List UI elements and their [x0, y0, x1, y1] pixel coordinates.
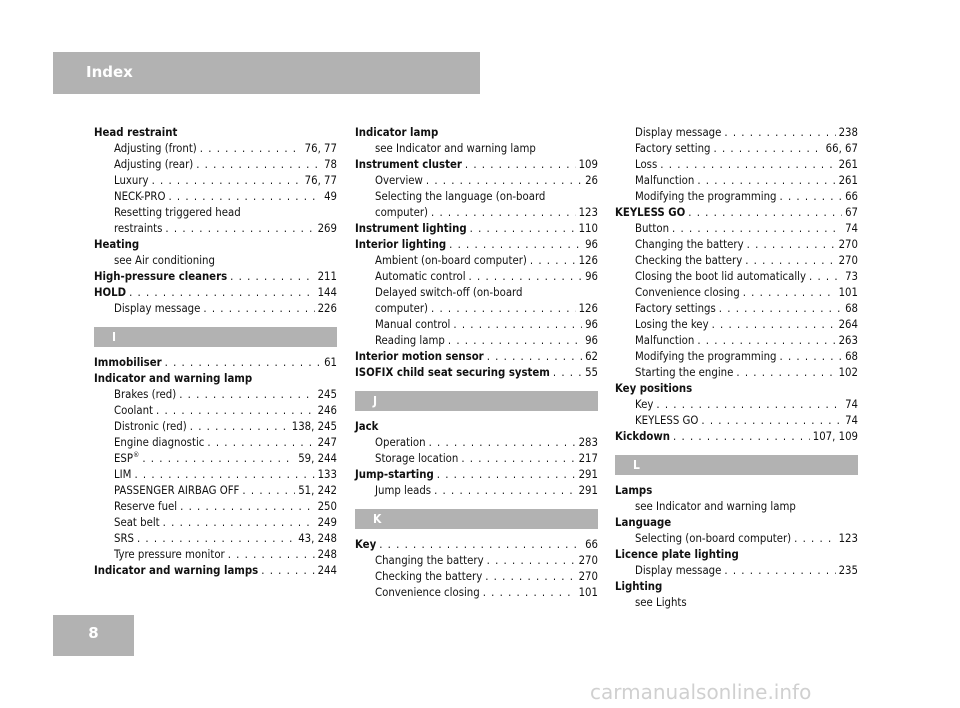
index-entry — [615, 221, 858, 237]
dot-leader — [179, 387, 314, 403]
dot-leader — [431, 205, 576, 221]
entry-pages: 66, 67 — [825, 142, 858, 155]
entry-label: Kickdown — [615, 430, 671, 443]
index-entry — [94, 189, 337, 205]
index-entry — [355, 569, 598, 585]
index-heading — [615, 515, 858, 531]
entry-label: PASSENGER AIRBAG OFF — [114, 484, 240, 497]
dot-leader — [724, 125, 835, 141]
entry-pages: 66 — [585, 538, 598, 551]
entry-pages: 291 — [578, 468, 598, 481]
index-entry — [615, 253, 858, 269]
entry-pages: 245 — [317, 388, 337, 401]
entry-label: see Air conditioning — [114, 254, 215, 267]
entry-pages: 235 — [838, 564, 858, 577]
index-entry — [615, 333, 858, 349]
entry-pages: 123 — [578, 206, 598, 219]
dot-leader — [190, 419, 289, 435]
entry-label: Jump leads — [375, 484, 432, 497]
entry-label: Starting the engine — [635, 366, 734, 379]
index-entry — [615, 531, 858, 547]
dot-leader — [713, 141, 822, 157]
entry-pages: 238 — [838, 126, 858, 139]
entry-pages: 96 — [585, 318, 598, 331]
dot-leader — [672, 221, 842, 237]
index-entry — [615, 365, 858, 381]
dot-leader — [697, 173, 835, 189]
entry-pages: 270 — [578, 554, 598, 567]
entry-pages: 74 — [845, 414, 858, 427]
index-entry — [615, 189, 858, 205]
entry-label: Indicator and warning lamps — [94, 564, 259, 577]
entry-pages: 126 — [578, 302, 598, 315]
index-entry — [615, 317, 858, 333]
entry-label: Changing the battery — [375, 554, 484, 567]
index-entry — [94, 173, 337, 189]
dot-leader — [487, 349, 582, 365]
entry-label: Changing the battery — [635, 238, 744, 251]
entry-label: Loss — [635, 158, 658, 171]
entry-pages: 74 — [845, 398, 858, 411]
entry-pages: 270 — [838, 238, 858, 251]
index-entry — [615, 269, 858, 285]
entry-pages: 217 — [578, 452, 598, 465]
index-entry — [615, 173, 858, 189]
entry-label: NECK-PRO — [114, 190, 166, 203]
entry-label: Indicator and warning lamp — [94, 372, 253, 385]
dot-leader — [207, 435, 314, 451]
dot-leader — [660, 157, 835, 173]
dot-leader — [230, 269, 314, 285]
entry-label: Adjusting (rear) — [114, 158, 194, 171]
index-column-1 — [94, 125, 337, 579]
dot-leader — [553, 365, 582, 381]
entry-pages: 249 — [317, 516, 337, 529]
entry-label: Key — [635, 398, 654, 411]
index-entry — [355, 553, 598, 569]
entry-pages: 74 — [845, 222, 858, 235]
entry-pages: 247 — [317, 436, 337, 449]
entry-pages: 110 — [578, 222, 598, 235]
entry-pages: 138, 245 — [291, 420, 337, 433]
entry-label: High-pressure cleaners — [94, 270, 228, 283]
dot-leader — [437, 467, 576, 483]
entry-pages: 59, 244 — [298, 452, 337, 465]
entry-label: Jump-starting — [355, 468, 434, 481]
entry-pages: 66 — [845, 190, 858, 203]
index-entry — [94, 387, 337, 403]
dot-leader — [156, 403, 315, 419]
index-entry — [355, 585, 598, 601]
entry-label: Modifying the programming — [635, 190, 777, 203]
dot-leader — [137, 531, 295, 547]
page-number-box — [53, 615, 134, 656]
entry-label: computer) — [375, 206, 428, 219]
dot-leader — [165, 355, 321, 371]
letter-section-header: J — [355, 391, 598, 411]
index-entry — [355, 317, 598, 333]
entry-label: Malfunction — [635, 174, 695, 187]
watermark: carmanualsonline.info — [590, 680, 812, 704]
entry-label: Coolant — [114, 404, 154, 417]
dot-leader — [719, 301, 842, 317]
entry-label: Modifying the programming — [635, 350, 777, 363]
index-heading — [355, 419, 598, 435]
dot-leader — [165, 221, 314, 237]
entry-pages: 261 — [838, 174, 858, 187]
entry-pages: 102 — [838, 366, 858, 379]
see-reference — [615, 595, 858, 611]
dot-leader — [142, 451, 295, 467]
entry-label: Engine diagnostic — [114, 436, 205, 449]
entry-label: KEYLESS GO — [615, 206, 686, 219]
entry-label: SRS — [114, 532, 134, 545]
entry-pages: 26 — [585, 174, 598, 187]
dot-leader — [809, 269, 842, 285]
index-entry — [615, 413, 858, 429]
see-reference — [355, 141, 598, 157]
dot-leader — [701, 413, 842, 429]
entry-label: Reading lamp — [375, 334, 445, 347]
index-entry — [615, 349, 858, 365]
index-entry — [615, 237, 858, 253]
letter-section-header: L — [615, 455, 858, 475]
index-entry — [355, 483, 598, 499]
entry-pages: 291 — [578, 484, 598, 497]
index-entry — [94, 499, 337, 515]
entry-label: Reserve fuel — [114, 500, 178, 513]
index-heading — [615, 547, 858, 563]
entry-label: Distronic (red) — [114, 420, 187, 433]
dot-leader — [453, 317, 582, 333]
entry-pages: 78 — [324, 158, 337, 171]
entry-pages: 43, 248 — [298, 532, 337, 545]
index-heading — [355, 237, 598, 253]
index-entry — [94, 141, 337, 157]
index-entry — [94, 205, 337, 221]
dot-leader — [780, 349, 843, 365]
entry-label: Factory settings — [635, 302, 716, 315]
dot-leader — [426, 173, 582, 189]
index-entry — [94, 531, 337, 547]
entry-label: Manual control — [375, 318, 451, 331]
entry-pages: 68 — [845, 350, 858, 363]
entry-pages: 101 — [838, 286, 858, 299]
index-heading — [355, 467, 598, 483]
index-column-3 — [615, 125, 858, 611]
entry-label: restraints — [114, 222, 163, 235]
entry-label: Automatic control — [375, 270, 466, 283]
entry-label: see Lights — [635, 596, 687, 609]
index-heading — [94, 125, 337, 141]
entry-label: Key positions — [615, 382, 693, 395]
entry-pages: 283 — [578, 436, 598, 449]
entry-label: Indicator lamp — [355, 126, 439, 139]
index-entry — [355, 451, 598, 467]
index-entry — [355, 269, 598, 285]
entry-label: Selecting (on-board computer) — [635, 532, 792, 545]
entry-label: Lamps — [615, 484, 653, 497]
index-entry — [615, 285, 858, 301]
index-entry — [615, 157, 858, 173]
entry-label: Key — [355, 538, 377, 551]
dot-leader — [743, 285, 836, 301]
entry-pages: 61 — [324, 356, 337, 369]
entry-label: Immobiliser — [94, 356, 162, 369]
index-entry — [94, 451, 337, 467]
entry-label: Language — [615, 516, 672, 529]
dot-leader — [429, 435, 576, 451]
entry-label: Instrument lighting — [355, 222, 467, 235]
dot-leader — [461, 451, 575, 467]
dot-leader — [470, 221, 576, 237]
entry-label: Jack — [355, 420, 379, 433]
dot-leader — [434, 483, 576, 499]
dot-leader — [196, 157, 321, 173]
entry-label: Licence plate lighting — [615, 548, 739, 561]
index-heading — [94, 285, 337, 301]
entry-pages: 248 — [317, 548, 337, 561]
entry-label: Closing the boot lid automatically — [635, 270, 806, 283]
entry-pages: 246 — [317, 404, 337, 417]
index-column-2 — [355, 125, 598, 601]
dot-leader — [483, 585, 576, 601]
dot-leader — [261, 563, 314, 579]
entry-label: HOLD — [94, 286, 127, 299]
entry-label: Lighting — [615, 580, 663, 593]
entry-label: KEYLESS GO — [635, 414, 699, 427]
entry-pages: 270 — [578, 570, 598, 583]
entry-label: Button — [635, 222, 670, 235]
dot-leader — [485, 569, 575, 585]
entry-label: see Indicator and warning lamp — [635, 500, 796, 513]
entry-label: Ambient (on-board computer) — [375, 254, 527, 267]
dot-leader — [688, 205, 842, 221]
dot-leader — [736, 365, 835, 381]
dot-leader — [487, 553, 576, 569]
entry-label: Storage location — [375, 452, 459, 465]
entry-label: computer) — [375, 302, 428, 315]
entry-label-text: ESP — [114, 452, 134, 465]
entry-label: Heating — [94, 238, 140, 251]
entry-label: Losing the key — [635, 318, 709, 331]
entry-pages: 76, 77 — [304, 174, 337, 187]
entry-label: Luxury — [114, 174, 149, 187]
dot-leader — [724, 563, 835, 579]
entry-label: Resetting triggered head — [114, 206, 241, 219]
dot-leader — [163, 515, 315, 531]
index-entry — [94, 157, 337, 173]
index-heading — [94, 563, 337, 579]
entry-label: Brakes (red) — [114, 388, 177, 401]
entry-label: ISOFIX child seat securing system — [355, 366, 550, 379]
entry-pages: 133 — [317, 468, 337, 481]
index-entry — [94, 301, 337, 317]
entry-label: Display message — [114, 302, 201, 315]
index-entry — [94, 467, 337, 483]
dot-leader — [673, 429, 810, 445]
entry-label: Checking the battery — [375, 570, 483, 583]
dot-leader — [228, 547, 315, 563]
index-entry — [355, 253, 598, 269]
index-entry — [355, 285, 598, 301]
entry-label: Interior motion sensor — [355, 350, 484, 363]
index-entry — [615, 563, 858, 579]
index-heading — [355, 221, 598, 237]
entry-label: Factory setting — [635, 142, 711, 155]
entry-label: Overview — [375, 174, 423, 187]
index-heading — [94, 269, 337, 285]
dot-leader — [449, 237, 582, 253]
entry-pages: 123 — [838, 532, 858, 545]
letter-section-header: I — [94, 327, 337, 347]
entry-pages: 126 — [578, 254, 598, 267]
index-heading — [615, 483, 858, 499]
entry-pages: 49 — [324, 190, 337, 203]
entry-pages: 76, 77 — [304, 142, 337, 155]
page-number: 8 — [88, 624, 99, 642]
index-heading — [355, 125, 598, 141]
entry-label: Display message — [635, 126, 722, 139]
entry-label: Instrument cluster — [355, 158, 462, 171]
entry-pages: 62 — [585, 350, 598, 363]
entry-pages: 263 — [838, 334, 858, 347]
entry-label: see Indicator and warning lamp — [375, 142, 536, 155]
entry-pages: 96 — [585, 238, 598, 251]
index-heading — [615, 381, 858, 397]
entry-pages: 270 — [838, 254, 858, 267]
dot-leader — [465, 157, 576, 173]
entry-pages: 67 — [845, 206, 858, 219]
dot-leader — [712, 317, 836, 333]
entry-pages: 211 — [317, 270, 337, 283]
dot-leader — [530, 253, 576, 269]
see-reference — [94, 253, 337, 269]
letter-section-header: K — [355, 509, 598, 529]
index-entry — [94, 435, 337, 451]
index-heading — [615, 205, 858, 221]
index-entry — [94, 515, 337, 531]
entry-pages: 96 — [585, 270, 598, 283]
entry-label: Selecting the language (on-board — [375, 190, 546, 203]
index-heading — [355, 157, 598, 173]
entry-label: Convenience closing — [375, 586, 480, 599]
entry-label — [114, 451, 139, 467]
index-entry — [94, 403, 337, 419]
entry-label: Malfunction — [635, 334, 695, 347]
index-heading — [355, 537, 598, 553]
entry-pages: 144 — [317, 286, 337, 299]
dot-leader — [697, 333, 835, 349]
index-entry — [355, 173, 598, 189]
entry-pages: 226 — [317, 302, 337, 315]
header-bar — [53, 52, 480, 94]
entry-pages: 244 — [317, 564, 337, 577]
index-entry — [94, 419, 337, 435]
dot-leader — [203, 301, 314, 317]
index-heading — [94, 355, 337, 371]
dot-leader — [431, 301, 576, 317]
index-entry — [94, 483, 337, 499]
index-entry — [615, 125, 858, 141]
dot-leader — [200, 141, 302, 157]
index-entry — [94, 547, 337, 563]
index-entry — [615, 141, 858, 157]
dot-leader — [745, 253, 835, 269]
entry-label: Delayed switch-off (on-board — [375, 286, 523, 299]
dot-leader — [747, 237, 836, 253]
dot-leader — [168, 189, 321, 205]
entry-label: Checking the battery — [635, 254, 743, 267]
index-entry — [355, 301, 598, 317]
entry-label: Head restraint — [94, 126, 178, 139]
index-heading — [615, 429, 858, 445]
entry-label: Tyre pressure monitor — [114, 548, 225, 561]
dot-leader — [242, 483, 295, 499]
dot-leader — [129, 285, 315, 301]
index-heading — [355, 365, 598, 381]
entry-pages: 250 — [317, 500, 337, 513]
index-entry — [355, 189, 598, 205]
entry-pages: 101 — [578, 586, 598, 599]
dot-leader — [794, 531, 835, 547]
entry-label: Interior lighting — [355, 238, 447, 251]
index-entry — [615, 397, 858, 413]
index-entry — [355, 205, 598, 221]
index-heading — [94, 237, 337, 253]
entry-pages: 68 — [845, 302, 858, 315]
dot-leader — [656, 397, 842, 413]
entry-pages: 96 — [585, 334, 598, 347]
dot-leader — [134, 467, 314, 483]
entry-label: Display message — [635, 564, 722, 577]
entry-label: LIM — [114, 468, 132, 481]
dot-leader — [379, 537, 582, 553]
page-title: Index — [86, 63, 133, 81]
index-entry — [355, 333, 598, 349]
registered-mark: ® — [133, 451, 140, 460]
entry-pages: 51, 242 — [298, 484, 337, 497]
index-heading — [615, 579, 858, 595]
entry-pages: 73 — [845, 270, 858, 283]
dot-leader — [152, 173, 302, 189]
index-entry — [615, 301, 858, 317]
entry-pages: 109 — [578, 158, 598, 171]
index-heading — [355, 349, 598, 365]
see-reference — [615, 499, 858, 515]
dot-leader — [469, 269, 583, 285]
entry-pages: 55 — [585, 366, 598, 379]
entry-label: Seat belt — [114, 516, 160, 529]
entry-label: Adjusting (front) — [114, 142, 197, 155]
dot-leader — [780, 189, 843, 205]
entry-label: Operation — [375, 436, 426, 449]
index-heading — [94, 371, 337, 387]
dot-leader — [448, 333, 582, 349]
dot-leader — [180, 499, 314, 515]
index-entry — [355, 435, 598, 451]
entry-pages: 107, 109 — [812, 430, 858, 443]
entry-pages: 269 — [317, 222, 337, 235]
entry-label: Convenience closing — [635, 286, 740, 299]
entry-pages: 264 — [838, 318, 858, 331]
entry-pages: 261 — [838, 158, 858, 171]
index-entry — [94, 221, 337, 237]
